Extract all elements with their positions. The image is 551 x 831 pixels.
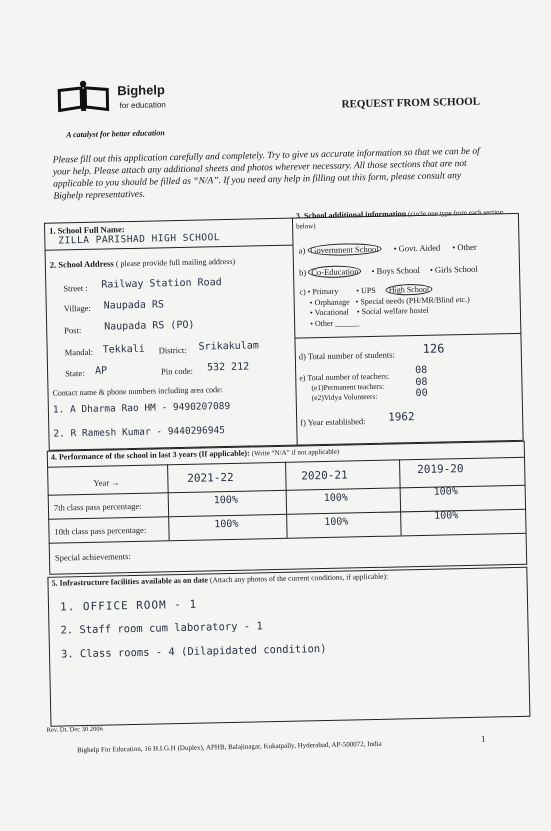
village-label: Village: bbox=[63, 302, 91, 314]
brand-sub: for education bbox=[119, 100, 166, 111]
permanent-teachers-value[interactable]: 08 bbox=[415, 376, 428, 389]
additional-info-note: (circle one type from each section below) bbox=[296, 208, 504, 231]
post-label: Post: bbox=[64, 325, 82, 336]
infrastructure-line-1[interactable]: 1. OFFICE ROOM - 1 bbox=[59, 597, 198, 614]
infrastructure-line-2[interactable]: 2. Staff room cum laboratory - 1 bbox=[60, 620, 263, 637]
class7-value-1[interactable]: 100% bbox=[213, 494, 239, 507]
address-note: ( please provide full mailing address) bbox=[115, 256, 236, 269]
special-achievements-label: Special achievements: bbox=[54, 551, 131, 563]
street-value[interactable]: Railway Station Road bbox=[101, 277, 222, 291]
option-ups[interactable]: • UPS bbox=[356, 286, 376, 295]
level-grid: c) • Primary • UPS High School • Orphanage • Special needs (PH/MR/Blind etc.) • Vocational • Social welfare hostel • Other ______ bbox=[299, 283, 514, 329]
infrastructure-label: 5. Infrastructure facilities available as on date bbox=[51, 575, 209, 588]
post-value[interactable]: Naupada RS (PO) bbox=[104, 319, 195, 333]
option-high-school[interactable]: High School bbox=[386, 284, 432, 296]
class7-value-2[interactable]: 100% bbox=[323, 492, 349, 505]
year-col-2[interactable]: 2020-21 bbox=[301, 468, 348, 483]
year-established-value[interactable]: 1962 bbox=[387, 410, 415, 424]
performance-note: (Write “N/A” if not applicable) bbox=[251, 447, 340, 458]
students-label: d) Total number of students: bbox=[298, 349, 395, 362]
class10-label: 10th class pass percentage: bbox=[54, 524, 147, 537]
option-co-education[interactable]: Co-Education bbox=[308, 265, 361, 278]
book-person-icon bbox=[55, 79, 112, 114]
class7-value-3[interactable]: 100% bbox=[433, 486, 458, 498]
permanent-teachers-label: (e1)Permanent teachers: bbox=[311, 381, 385, 393]
year-established-label: f) Year established: bbox=[300, 416, 366, 428]
vidya-volunteers-label: (e2)Vidya Volunteers: bbox=[311, 391, 378, 403]
option-govt-aided[interactable]: • Govt. Aided bbox=[394, 243, 441, 254]
state-value[interactable]: AP bbox=[94, 365, 108, 377]
class7-label: 7th class pass percentage: bbox=[53, 500, 142, 513]
option-other-type[interactable]: • Other bbox=[452, 242, 477, 253]
class10-value-1[interactable]: 100% bbox=[214, 518, 239, 531]
option-special-needs[interactable]: • Special needs (PH/MR/Blind etc.) bbox=[356, 294, 470, 305]
mandal-value[interactable]: Tekkali bbox=[102, 343, 145, 356]
address-label: 2. School Address bbox=[49, 258, 114, 270]
contact-label: Contact name & phone numbers including area code: bbox=[52, 385, 223, 398]
state-label: State: bbox=[65, 367, 85, 379]
school-name-value[interactable]: ZILLA PARISHAD HIGH SCHOOL bbox=[58, 232, 221, 247]
vidya-volunteers-value[interactable]: 00 bbox=[415, 387, 428, 400]
students-value[interactable]: 126 bbox=[422, 341, 445, 356]
option-other-level[interactable]: • Other bbox=[310, 318, 333, 327]
class10-value-2[interactable]: 100% bbox=[324, 516, 349, 529]
bighelp-logo bbox=[55, 79, 112, 114]
infrastructure-note: (Attach any photos of the current conditions, if applicable): bbox=[209, 571, 389, 585]
tagline: A catalyst for better education bbox=[66, 128, 165, 140]
option-boys-school[interactable]: • Boys School bbox=[372, 265, 420, 276]
teachers-value[interactable]: 08 bbox=[415, 364, 428, 377]
year-col-3[interactable]: 2019-20 bbox=[417, 462, 464, 477]
infrastructure-line-3[interactable]: 3. Class rooms - 4 (Dilapidated condition) bbox=[60, 642, 327, 661]
footer-address: Bighelp For Education, 16 H.I.G.H (Duplex), APHB, Balajinagar, Kukatpally, Hyderabad, AP-500072, India bbox=[76, 739, 382, 755]
mandal-label: Mandal: bbox=[64, 346, 94, 358]
pin-value[interactable]: 532 212 bbox=[206, 361, 250, 374]
option-government-school[interactable]: Government School bbox=[307, 243, 381, 257]
year-row-label: Year → bbox=[93, 477, 120, 488]
district-label: District: bbox=[158, 344, 187, 356]
year-col-1[interactable]: 2021-22 bbox=[187, 470, 234, 485]
pin-label: Pin code: bbox=[161, 365, 194, 377]
additional-info-label: 3. School additional information bbox=[295, 209, 407, 221]
district-value[interactable]: Srikakulam bbox=[198, 340, 259, 353]
intro-text: Please fill out this application carefully and completely. Try to give us accurate information so that we can be of your help. Please attach any additional sheets and photos wherever necessary. All those sections that are not applicable to you should be filled as “N/A”. If you need any help in filling out this form, please consult any Bighelp representatives. bbox=[52, 146, 480, 202]
page-title: REQUEST FROM SCHOOL bbox=[341, 95, 481, 111]
brand-name: Bighelp bbox=[117, 82, 166, 99]
street-label: Street : bbox=[63, 282, 88, 294]
school-name-label: 1. School Full Name: bbox=[49, 224, 125, 236]
revision-date: Rev. Dt. Dec 30 2006 bbox=[46, 725, 103, 734]
option-vocational[interactable]: • Vocational bbox=[310, 307, 349, 317]
gender-row: b) Co-Education • Boys School • Girls School bbox=[299, 264, 478, 278]
option-social-welfare-hostel[interactable]: • Social welfare hostel bbox=[357, 306, 429, 317]
contact-2[interactable]: 2. R Ramesh Kumar - 9440296945 bbox=[53, 425, 226, 440]
village-value[interactable]: Naupada RS bbox=[103, 299, 165, 312]
option-girls-school[interactable]: • Girls School bbox=[430, 264, 478, 275]
teachers-label: e) Total number of teachers: bbox=[299, 371, 390, 383]
option-orphanage[interactable]: • Orphanage bbox=[310, 297, 350, 307]
performance-label: 4. Performance of the school in last 3 years (If applicable): bbox=[50, 448, 250, 462]
contact-1[interactable]: 1. A Dharma Rao HM - 9490207089 bbox=[52, 400, 231, 416]
class10-value-3[interactable]: 100% bbox=[434, 510, 459, 522]
option-primary[interactable]: • Primary bbox=[308, 287, 339, 297]
page-number: 1 bbox=[480, 733, 486, 744]
school-type-row: a) Government School • Govt. Aided • Other bbox=[299, 242, 477, 256]
